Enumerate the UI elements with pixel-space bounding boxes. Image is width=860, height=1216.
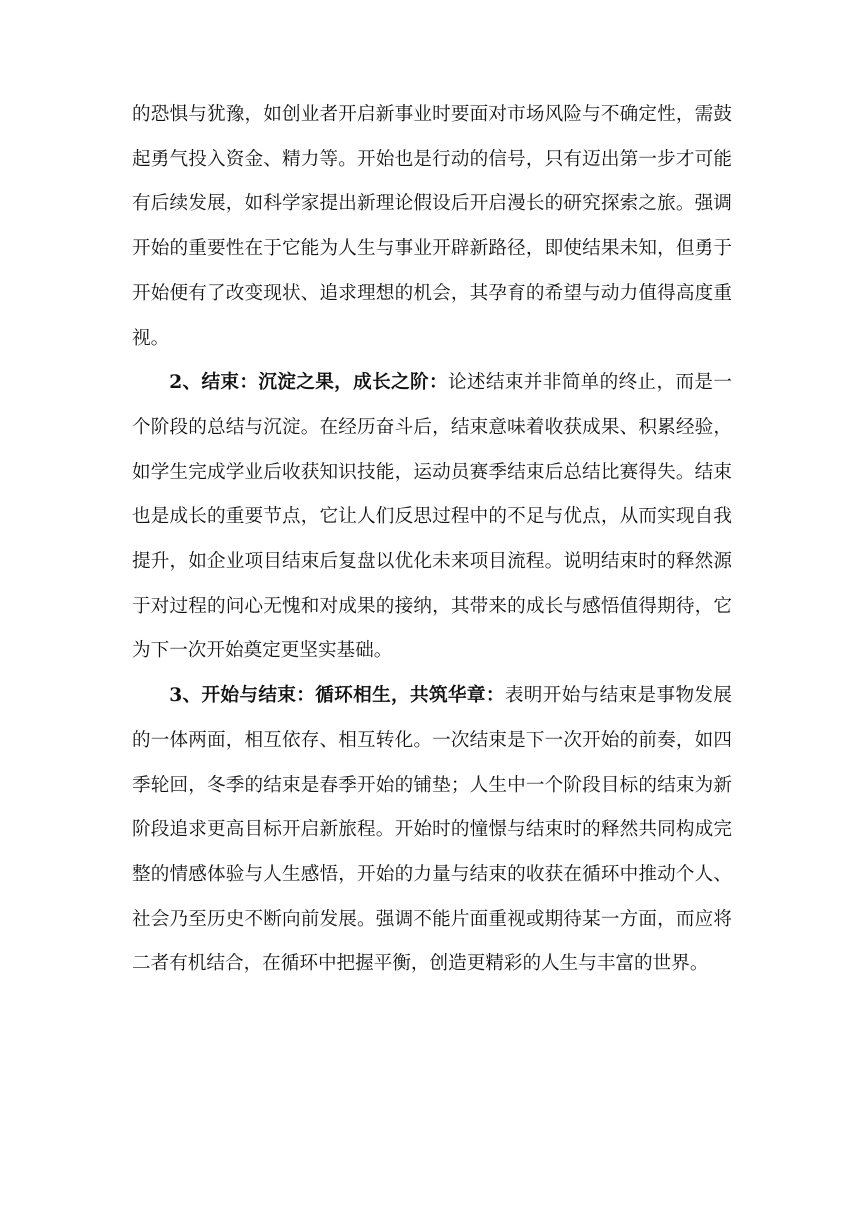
section-heading-cycle: 3、开始与结束：循环相生，共筑华章：: [169, 685, 505, 707]
paragraph-text: 的恐惧与犹豫，如创业者开启新事业时要面对市场风险与不确定性，需鼓起勇气投入资金、精力等。开始也是行动的信号，只有迈出第一步才可能有后续发展，如科学家提出新理论假设后开启漫长的研究探索之旅。强调开始的重要性在于它能为人生与事业开辟新路径，即使结果未知，但勇于开始便有了改变现状、追求理想的机会，其孕育的希望与动力值得高度重视。: [132, 104, 732, 349]
paragraph-cycle-section: [132, 674, 732, 987]
paragraph-intro-continuation: [132, 93, 732, 361]
paragraph-text: 论述结束并非简单的终止，而是一个阶段的总结与沉淀。在经历奋斗后，结束意味着收获成果、积累经验，如学生完成学业后收获知识技能，运动员赛季结束后总结比赛得失。结束也是成长的重要节点，它让人们反思过程中的不足与优点，从而实现自我提升，如企业项目结束后复盘以优化未来项目流程。说明结束时的释然源于对过程的问心无愧和对成果的接纳，其带来的成长与感悟值得期待，它为下一次开始奠定更坚实基础。: [132, 372, 732, 662]
document-page: [132, 93, 732, 987]
section-heading-ending: 2、结束：沉淀之果，成长之阶：: [169, 372, 448, 394]
paragraph-ending-section: [132, 361, 732, 674]
paragraph-text: 表明开始与结束是事物发展的一体两面，相互依存、相互转化。一次结束是下一次开始的前奏，如四季轮回，冬季的结束是春季开始的铺垫；人生中一个阶段目标的结束为新阶段追求更高目标开启新旅程。开始时的憧憬与结束时的释然共同构成完整的情感体验与人生感悟，开始的力量与结束的收获在循环中推动个人、社会乃至历史不断向前发展。强调不能片面重视或期待某一方面，而应将二者有机结合，在循环中把握平衡，创造更精彩的人生与丰富的世界。: [132, 685, 732, 975]
